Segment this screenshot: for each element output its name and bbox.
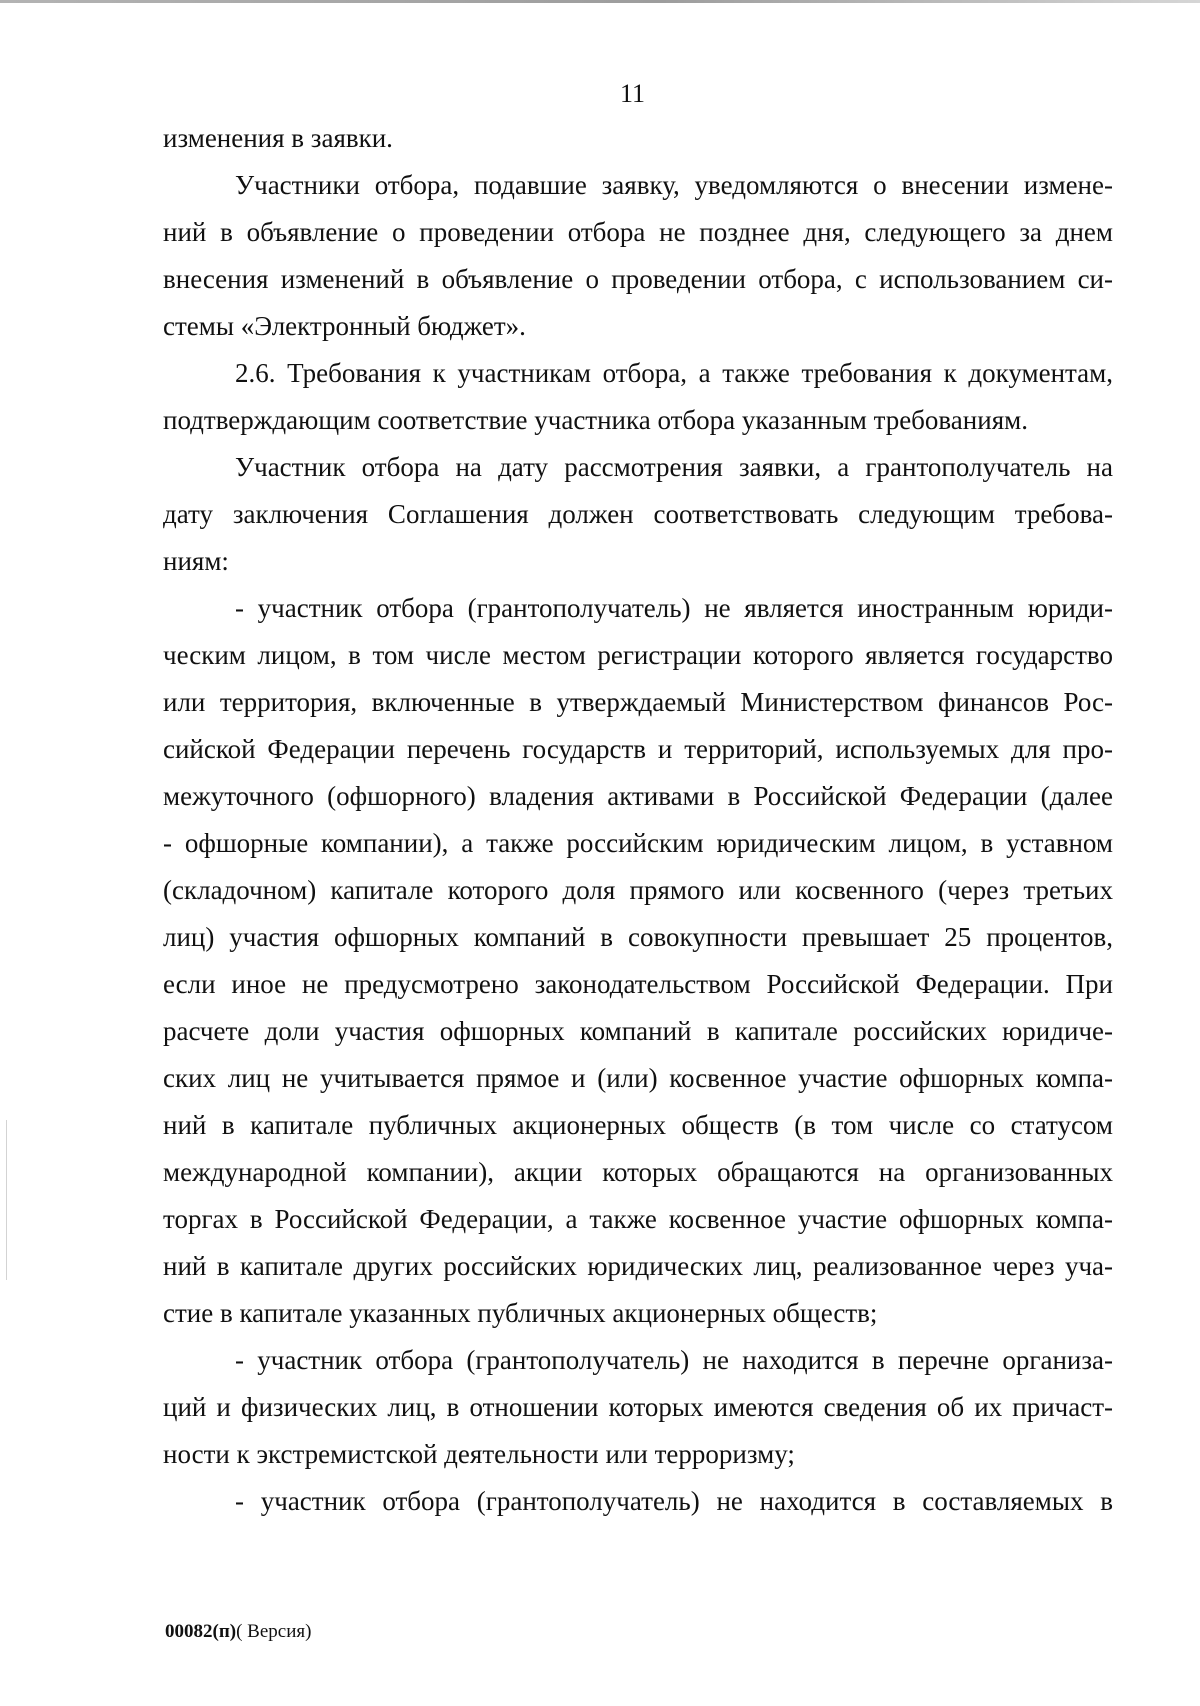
text-line: ности к экстремистской деятельности или терроризму; — [163, 1439, 795, 1469]
text-line: лиц) участия офшорных компаний в совокупности превышает 25 процентов, — [163, 922, 1113, 952]
text-line: ний в капитале публичных акционерных обществ (в том числе со статусом — [163, 1110, 1113, 1140]
document-version: ( Версия) — [236, 1621, 312, 1642]
text-line: стие в капитале указанных публичных акционерных обществ; — [163, 1298, 878, 1328]
text-line: если иное не предусмотрено законодательством Российской Федерации. При — [163, 969, 1113, 999]
text-line: - участник отбора (грантополучатель) не находится в составляемых в — [235, 1486, 1113, 1516]
text-line: 2.6. Требования к участникам отбора, а также требования к документам, — [235, 358, 1113, 388]
text-line: Участники отбора, подавшие заявку, уведомляются о внесении измене- — [235, 170, 1113, 200]
document-code: 00082(п) — [165, 1621, 237, 1642]
scan-top-edge — [0, 0, 1200, 3]
text-line: внесения изменений в объявление о проведении отбора, с использованием си- — [163, 264, 1113, 294]
text-line: расчете доли участия офшорных компаний в капитале российских юридиче- — [163, 1016, 1113, 1046]
text-line: сийской Федерации перечень государств и территорий, используемых для про- — [163, 734, 1113, 764]
text-line: Участник отбора на дату рассмотрения заявки, а грантополучатель на — [235, 452, 1113, 482]
text-line: ний в капитале других российских юридических лиц, реализованное через уча- — [163, 1251, 1113, 1281]
text-line: ческим лицом, в том числе местом регистрации которого является государство — [163, 640, 1113, 670]
scan-left-edge — [6, 1120, 7, 1280]
text-line: - участник отбора (грантополучатель) не находится в перечне организа- — [235, 1345, 1113, 1375]
page-number: 11 — [620, 79, 646, 108]
text-line: дату заключения Соглашения должен соответствовать следующим требова- — [163, 499, 1113, 529]
text-line: международной компании), акции которых обращаются на организованных — [163, 1157, 1113, 1187]
text-line: стемы «Электронный бюджет». — [163, 311, 526, 341]
document-footer — [165, 1618, 311, 1646]
text-line: изменения в заявки. — [163, 123, 393, 153]
text-line: ций и физических лиц, в отношении которых имеются сведения об их причаст- — [163, 1392, 1113, 1422]
text-line: торгах в Российской Федерации, а также косвенное участие офшорных компа- — [163, 1204, 1113, 1234]
text-line: ний в объявление о проведении отбора не позднее дня, следующего за днем — [163, 217, 1113, 247]
text-line: - участник отбора (грантополучатель) не является иностранным юриди- — [235, 593, 1113, 623]
text-line: - офшорные компании), а также российским юридическим лицом, в уставном — [163, 828, 1113, 858]
body-text — [163, 115, 1113, 1525]
text-line: (складочном) капитале которого доля прямого или косвенного (через третьих — [163, 875, 1113, 905]
text-line: подтверждающим соответствие участника отбора указанным требованиям. — [163, 405, 1028, 435]
text-line: межуточного (офшорного) владения активами в Российской Федерации (далее — [163, 781, 1113, 811]
text-line: ских лиц не учитывается прямое и (или) косвенное участие офшорных компа- — [163, 1063, 1113, 1093]
text-line: ниям: — [163, 546, 229, 576]
text-line: или территория, включенные в утверждаемый Министерством финансов Рос- — [163, 687, 1113, 717]
